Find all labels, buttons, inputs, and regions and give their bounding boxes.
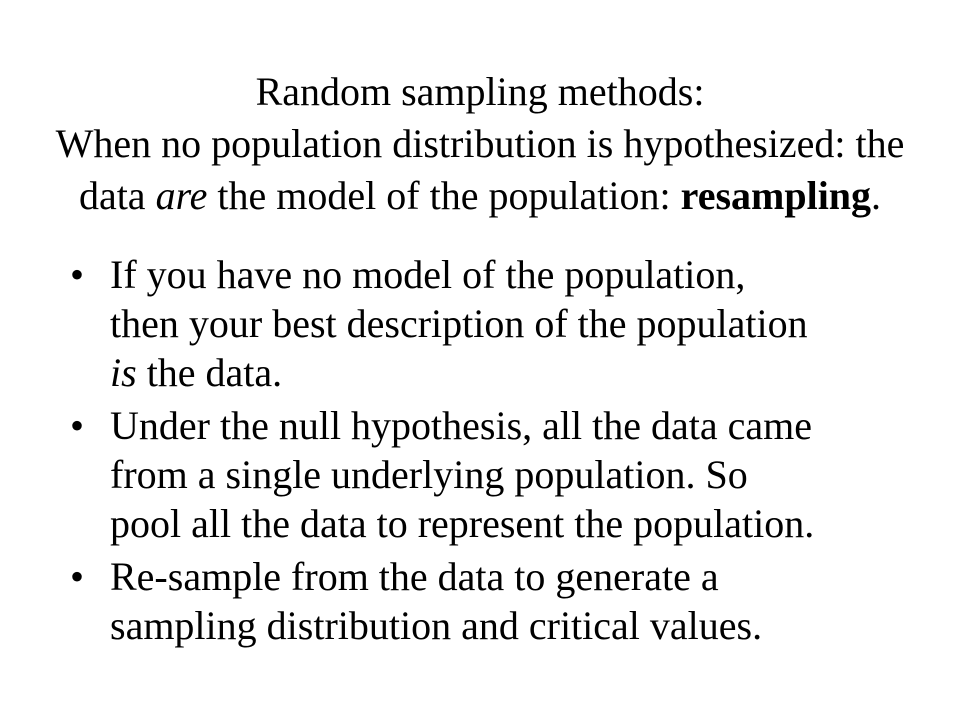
bullet-item-3: [70, 552, 930, 650]
title-keyword-resampling: resampling: [680, 173, 872, 218]
title-line-3: [0, 170, 960, 222]
bullet-2-line-3: pool all the data to represent the population.: [110, 501, 815, 546]
bullet-1-line-3-rest: the data.: [136, 350, 283, 395]
bullet-icon: •: [70, 554, 85, 599]
bullet-1-emphasis-is: is: [110, 350, 137, 395]
bullet-2-line-2: from a single underlying population. So: [110, 452, 748, 497]
title-line-3-text-a: data: [78, 173, 156, 218]
bullet-2-line-1: Under the null hypothesis, all the data came: [110, 403, 813, 448]
title-line-1: Random sampling methods:: [255, 69, 705, 114]
bullet-list: [70, 250, 930, 654]
bullet-item-1: [70, 250, 930, 397]
title-line-3-text-b: the model of the population:: [207, 173, 681, 218]
bullet-icon: •: [70, 252, 85, 297]
title-line-3-period: .: [871, 173, 882, 218]
bullet-icon: •: [70, 403, 85, 448]
slide-title: [0, 66, 960, 222]
bullet-1-line-2: then your best description of the population: [110, 301, 808, 346]
bullet-item-2: [70, 401, 930, 548]
bullet-3-line-2: sampling distribution and critical values.: [110, 603, 763, 648]
bullet-1-line-3: [110, 348, 930, 397]
bullet-1-line-1: If you have no model of the population,: [110, 252, 746, 297]
title-line-2: When no population distribution is hypothesized: the: [55, 121, 905, 166]
title-emphasis-are: are: [155, 173, 208, 218]
bullet-3-line-1: Re-sample from the data to generate a: [110, 554, 719, 599]
